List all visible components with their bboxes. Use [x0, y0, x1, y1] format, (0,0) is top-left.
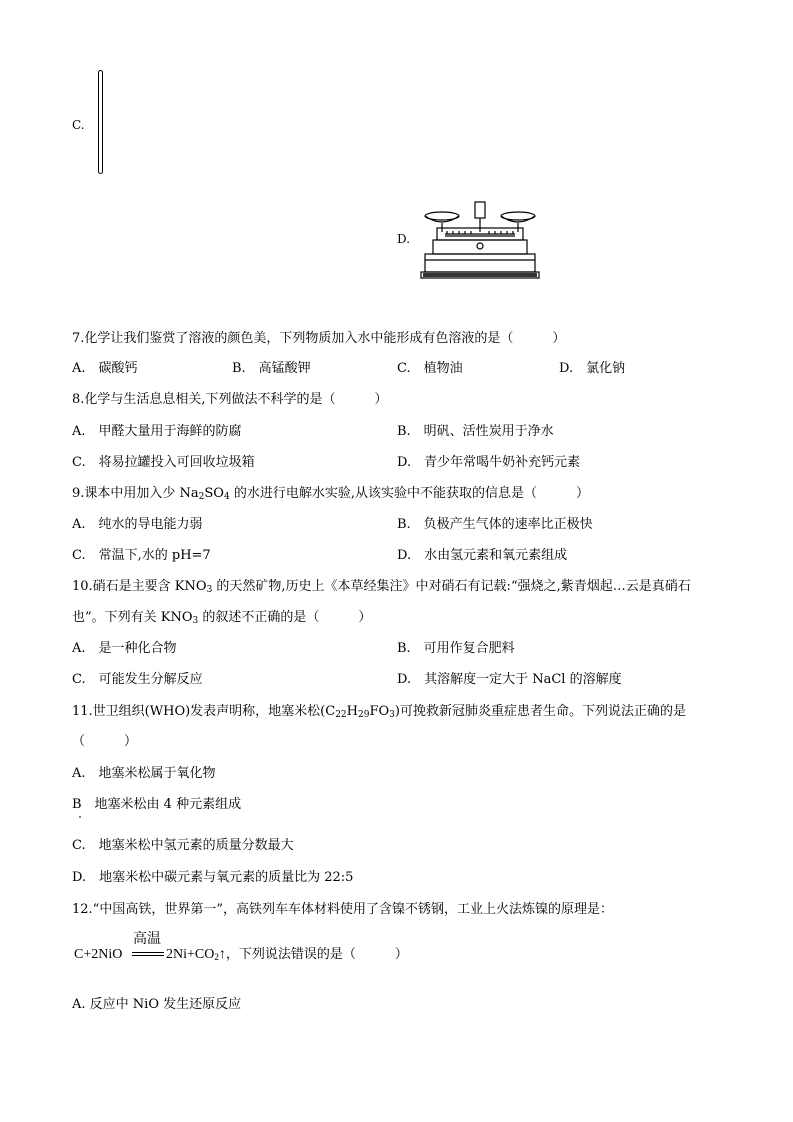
q8-option-c: C. 将易拉罐投入可回收垃圾箱	[72, 455, 255, 470]
q10-option-a: A. 是一种化合物	[72, 641, 177, 656]
equation-line-bottom	[132, 955, 164, 956]
q9-option-c: C. 常温下,水的 pH=7	[72, 548, 211, 563]
q7-option-a: A. 碳酸钙	[72, 361, 138, 376]
q10-stem-line2: 也”。下列有关 $KNO_3$ 的叙述不正确的是（ ）	[72, 610, 372, 626]
q7-option-d: D. 氯化钠	[559, 361, 626, 376]
q12-option-a: A. 反应中 NiO 发生还原反应	[72, 997, 242, 1012]
q9-option-d: D. 水由氢元素和氧元素组成	[397, 548, 568, 563]
q6-option-c-label: C.	[72, 118, 85, 132]
q12-stem: 12.“中国高铁，世界第一”，高铁列车车体材料使用了含镍不锈钢，工业上火法炼镍的原理是：	[72, 902, 613, 917]
q10-option-d: D. 其溶解度一定大于 NaCl 的溶解度	[397, 672, 622, 687]
q7-option-b: B. 高锰酸钾	[232, 361, 311, 376]
q9-stem: 9.课本中用加入少 $Na_2SO_4$ 的水进行电解水实验,从该实验中不能获取的信息是（ ）	[72, 486, 589, 502]
q11-stem-line2: （ ）	[72, 734, 138, 749]
q8-option-b: B. 明矾、活性炭用于净水	[397, 424, 554, 439]
q12-equation-left: C+2NiO	[74, 947, 123, 962]
q7-stem: 7.化学让我们鉴赏了溶液的颜色美，下列物质加入水中能形成有色溶液的是（ ）	[72, 331, 566, 346]
q10-option-b: B. 可用作复合肥料	[397, 641, 515, 656]
test-tube-icon	[98, 70, 103, 174]
stray-dot	[79, 816, 81, 818]
q10-stem-line1: 10.硝石是主要含 $KNO_3$ 的天然矿物,历史上《本草经集注》中对硝石有记载:“强烧之,紫青烟起…云是真硝石	[72, 579, 691, 595]
q8-stem: 8.化学与生活息息相关,下列做法不科学的是（ ）	[72, 392, 388, 407]
q7-option-c: C. 植物油	[397, 361, 463, 376]
equation-line-top	[132, 952, 164, 953]
q12-equation-condition: 高温	[133, 931, 161, 947]
balance-scale-icon	[415, 198, 545, 280]
q8-option-d: D. 青少年常喝牛奶补充钙元素	[397, 455, 581, 470]
q12-equation-right: $2Ni+CO_2↑$，下列说法错误的是（ ）	[166, 947, 408, 962]
q6-option-d-label: D.	[397, 232, 411, 246]
q11-option-a: A. 地塞米松属于氧化物	[72, 766, 216, 781]
q11-option-c: C. 地塞米松中氢元素的质量分数最大	[72, 838, 294, 853]
q11-stem-line1: 11.世卫组织(WHO)发表声明称，地塞米松$(C_{22}H_{29}FO_3)$可挽救新冠肺炎重症患者生命。下列说法正确的是	[72, 704, 686, 720]
q11-option-b: B 地塞米松由 4 种元素组成	[72, 797, 242, 812]
q8-option-a: A. 甲醛大量用于海鲜的防腐	[72, 424, 242, 439]
q9-option-b: B. 负极产生气体的速率比正极快	[397, 517, 593, 532]
q11-option-d: D. 地塞米松中碳元素与氧元素的质量比为 22:5	[72, 870, 354, 885]
q9-option-a: A. 纯水的导电能力弱	[72, 517, 203, 532]
q10-option-c: C. 可能发生分解反应	[72, 672, 203, 687]
